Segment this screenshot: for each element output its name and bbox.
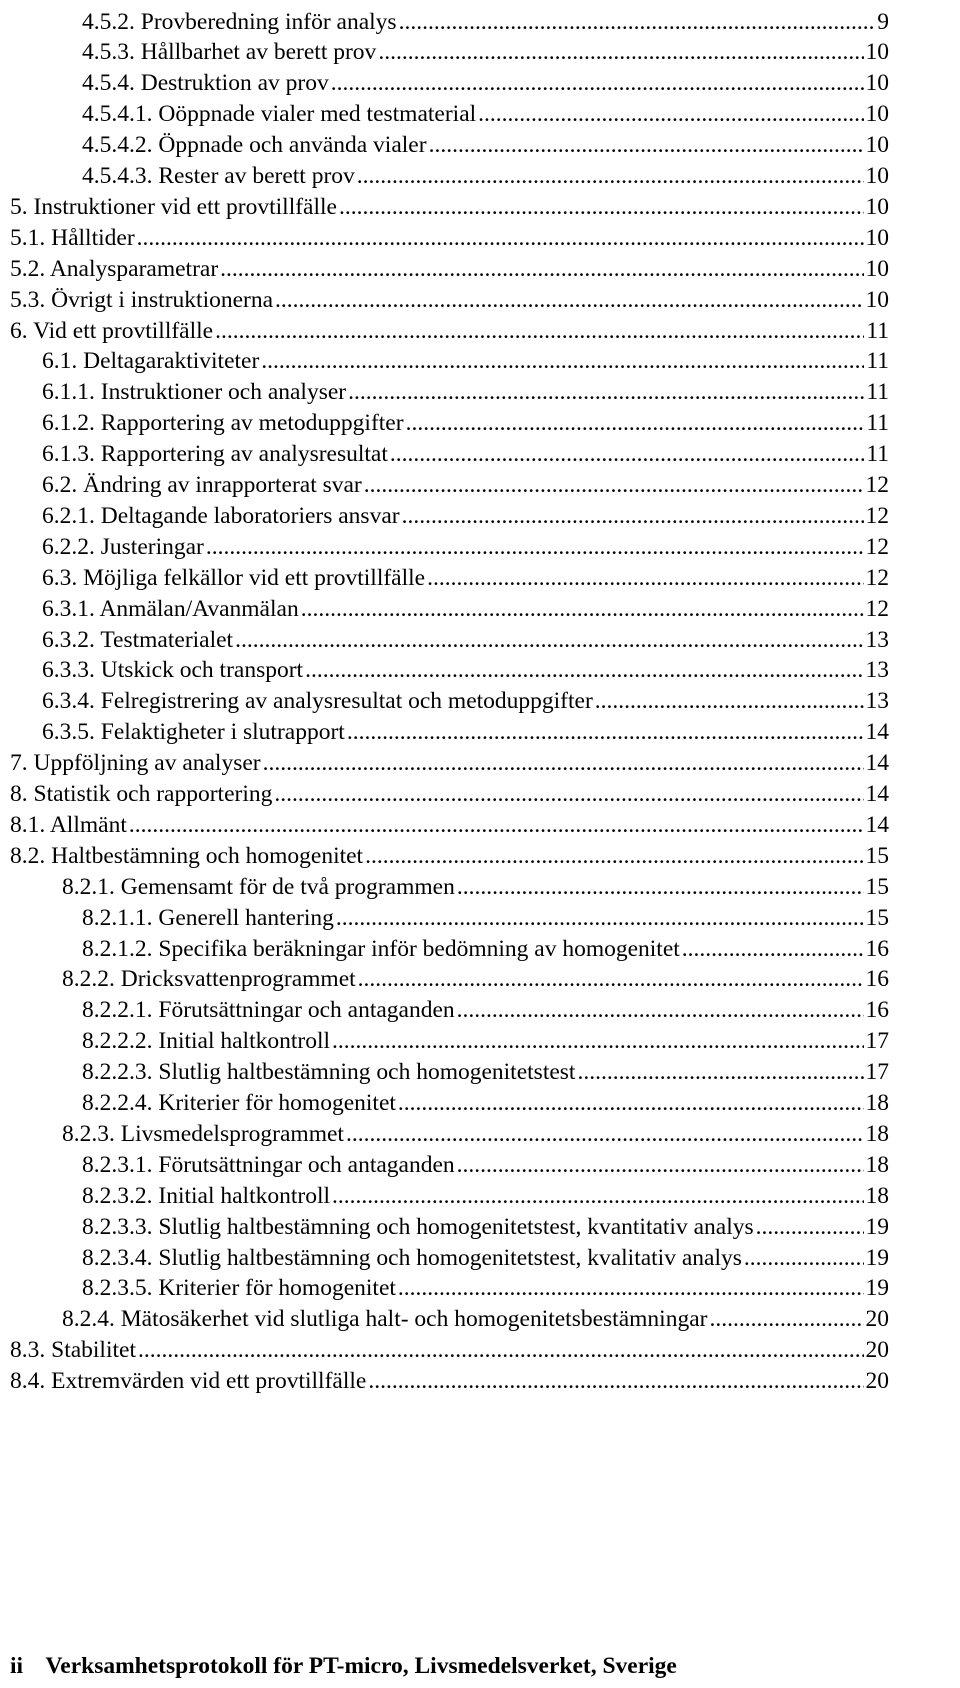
toc-entry[interactable]: [42, 556, 889, 590]
toc-entry[interactable]: [82, 31, 889, 65]
footer-title: Verksamhetsprotokoll för PT-micro, Livsmedelsverket, Sverige: [45, 1653, 677, 1679]
toc-entry-page: 10: [865, 193, 889, 220]
toc-entry[interactable]: [10, 834, 889, 868]
toc-entry-page: 10: [865, 224, 889, 251]
toc-entry-page: 13: [865, 657, 889, 683]
toc-entry-title: 8.2.2. Dricksvattenprogrammet: [62, 966, 356, 992]
toc-entry-page: 10: [865, 70, 889, 96]
toc-entry-title: 7. Uppföljning av analyser: [10, 750, 261, 776]
toc-entry-title: 4.5.2. Provberedning inför analys: [82, 8, 397, 34]
toc-entry-title: 4.5.4.1. Oöppnade vialer med testmaterial: [82, 101, 477, 127]
toc-entry-page: 20: [865, 1368, 889, 1394]
toc-entry-page: 10: [865, 286, 889, 313]
toc-entry[interactable]: [42, 711, 889, 745]
toc-entry-page: 18: [865, 1182, 889, 1209]
toc-entry-title: 6.3. Möjliga felkällor vid ett provtillfälle: [42, 564, 426, 591]
toc-entry-page: 16: [865, 966, 889, 992]
toc-entry-title: 4.5.4.3. Rester av berett prov: [82, 163, 355, 189]
toc-entry-title: 8.2.3. Livsmedelsprogrammet: [62, 1120, 344, 1147]
toc-entry-page: 15: [865, 873, 889, 900]
toc-entry[interactable]: [10, 1329, 889, 1363]
toc-entry-page: 11: [866, 317, 889, 343]
toc-entry-page: 20: [865, 1306, 889, 1332]
toc-entry-title: 4.5.4.2. Öppnade och använda vialer: [82, 132, 427, 158]
toc-leader-dots: [368, 1370, 863, 1394]
toc-entry[interactable]: [82, 927, 889, 961]
toc-entry-page: 11: [866, 410, 889, 436]
toc-entry-title: 8.1. Allmänt: [10, 811, 127, 838]
toc-entry[interactable]: [62, 1298, 889, 1332]
toc-entry-title: 8.2.1. Gemensamt för de två programmen: [62, 873, 455, 900]
toc-entry-title: 8.4. Extremvärden vid ett provtillfälle: [10, 1368, 367, 1394]
toc-entry-page: 18: [865, 1090, 889, 1116]
toc-entry-page: 18: [865, 1120, 889, 1147]
toc-entry-page: 19: [865, 1244, 889, 1270]
toc-entry[interactable]: [42, 464, 889, 498]
toc-entry[interactable]: [82, 1174, 889, 1208]
toc-entry-page: 13: [865, 626, 889, 652]
toc-entry-title: 6.2.2. Justeringar: [42, 533, 204, 560]
toc-entry-title: 6.1.2. Rapportering av metoduppgifter: [42, 410, 404, 436]
toc-entry-title: 5.2. Analysparametrar: [10, 255, 219, 282]
toc-entry-title: 6.1.3. Rapportering av analysresultat: [42, 441, 388, 467]
toc-entry-page: 14: [865, 811, 889, 838]
toc-entry-page: 13: [865, 688, 889, 714]
toc-entry-title: 4.5.4. Destruktion av prov: [82, 70, 329, 96]
toc-entry[interactable]: [82, 989, 889, 1023]
toc-entry[interactable]: [82, 93, 889, 127]
toc-entry-title: 8.2.2.3. Slutlig haltbestämning och homogenitetstest: [82, 1059, 576, 1085]
toc-entry-page: 10: [865, 39, 889, 65]
toc-entry-title: 6.1. Deltagaraktiviteter: [42, 348, 260, 374]
toc-entry-page: 16: [865, 935, 889, 961]
toc-entry-title: 8.2.1.1. Generell hantering: [82, 904, 334, 931]
toc-entry-title: 8.2. Haltbestämning och homogenitet: [10, 842, 364, 869]
toc-entry[interactable]: [10, 803, 889, 837]
toc-entry-title: 6.3.5. Felaktigheter i slutrapport: [42, 719, 345, 745]
toc-entry-page: 12: [865, 564, 889, 591]
toc-entry[interactable]: [82, 1205, 889, 1239]
toc-entry[interactable]: [82, 1236, 889, 1270]
toc-entry-title: 8.3. Stabilitet: [10, 1337, 136, 1363]
toc-entry-title: 8.2.3.2. Initial haltkontroll: [82, 1182, 331, 1209]
toc-entry[interactable]: [82, 1082, 889, 1116]
toc-entry-page: 15: [865, 842, 889, 869]
toc-entry-title: 8. Statistik och rapportering: [10, 781, 273, 807]
toc-entry-title: 8.2.3.1. Förutsättningar och antaganden: [82, 1151, 455, 1178]
toc-entry[interactable]: [10, 185, 889, 219]
toc-entry-title: 6.3.3. Utskick och transport: [42, 657, 304, 683]
toc-entry-page: 12: [865, 502, 889, 529]
toc-entry[interactable]: [82, 124, 889, 158]
toc-entry-title: 8.2.3.3. Slutlig haltbestämning och homogenitetstest, kvantitativ analys: [82, 1213, 754, 1240]
toc-entry-title: 6.3.2. Testmaterialet: [42, 626, 234, 652]
toc-entry-page: 14: [865, 719, 889, 745]
toc-entry[interactable]: [42, 680, 889, 714]
toc-entry[interactable]: [82, 1267, 889, 1301]
toc-entry-title: 6.1.1. Instruktioner och analyser: [42, 379, 347, 405]
toc-entry-page: 17: [865, 1028, 889, 1054]
toc-entry-page: 10: [865, 163, 889, 189]
toc-entry-page: 10: [865, 101, 889, 127]
toc-entry[interactable]: [42, 525, 889, 559]
toc-entry[interactable]: [82, 896, 889, 930]
toc-entry[interactable]: [62, 1112, 889, 1146]
toc-entry[interactable]: [10, 1360, 889, 1394]
toc-entry-page: 12: [865, 472, 889, 498]
page-number: ii: [10, 1653, 24, 1679]
toc-entry-page: 9: [877, 8, 889, 34]
toc-entry-title: 5. Instruktioner vid ett provtillfälle: [10, 193, 337, 220]
toc-entry-title: 6.3.4. Felregistrering av analysresultat och metoduppgifter: [42, 688, 593, 714]
toc-entry[interactable]: [82, 1020, 889, 1054]
toc-entry-title: 5.1. Hålltider: [10, 224, 135, 251]
toc-entry[interactable]: [42, 433, 889, 467]
toc-entry-title: 8.2.3.4. Slutlig haltbestämning och homogenitetstest, kvalitativ analys: [82, 1244, 742, 1270]
toc-entry[interactable]: [82, 155, 889, 189]
toc-entry-title: 6. Vid ett provtillfälle: [10, 317, 214, 343]
toc-entry-title: 6.2.1. Deltagande laboratoriers ansvar: [42, 502, 400, 529]
toc-entry-title: 4.5.3. Hållbarhet av berett prov: [82, 39, 377, 65]
toc-entry-page: 11: [866, 379, 889, 405]
page-footer: [10, 1653, 677, 1680]
toc-entry-page: 15: [865, 904, 889, 931]
toc-entry[interactable]: [42, 587, 889, 621]
toc-entry-title: 8.2.2.1. Förutsättningar och antaganden: [82, 997, 455, 1023]
toc-entry[interactable]: [10, 309, 889, 343]
toc-entry-title: 8.2.2.4. Kriterier för homogenitet: [82, 1090, 396, 1116]
toc-entry[interactable]: [82, 0, 889, 34]
toc-entry-page: 20: [865, 1337, 889, 1363]
toc-entry-page: 11: [866, 441, 889, 467]
toc-entry[interactable]: [42, 402, 889, 436]
toc-entry[interactable]: [62, 865, 889, 899]
toc-entry[interactable]: [42, 649, 889, 683]
toc-entry-page: 14: [865, 781, 889, 807]
toc-entry-title: 6.3.1. Anmälan/Avanmälan: [42, 595, 299, 622]
toc-entry-page: 19: [865, 1275, 889, 1301]
toc-entry[interactable]: [82, 1143, 889, 1177]
toc-entry-title: 5.3. Övrigt i instruktionerna: [10, 286, 274, 313]
toc-entry-page: 14: [865, 750, 889, 776]
toc-entry[interactable]: [62, 958, 889, 992]
toc-entry-title: 8.2.1.2. Specifika beräkningar inför bedömning av homogenitet: [82, 935, 680, 961]
toc-entry-page: 17: [865, 1059, 889, 1085]
toc-entry[interactable]: [82, 62, 889, 96]
toc-entry[interactable]: [42, 618, 889, 652]
toc-entry-page: 19: [865, 1213, 889, 1240]
toc-entry[interactable]: [10, 773, 889, 807]
toc-entry[interactable]: [42, 494, 889, 528]
toc-entry[interactable]: [42, 371, 889, 405]
toc-entry-title: 8.2.3.5. Kriterier för homogenitet: [82, 1275, 396, 1301]
toc-entry[interactable]: [42, 340, 889, 374]
toc-entry-page: 12: [865, 533, 889, 560]
toc-entry[interactable]: [10, 742, 889, 776]
toc-entry-title: 6.2. Ändring av inrapporterat svar: [42, 472, 362, 498]
toc-entry-title: 8.2.2.2. Initial haltkontroll: [82, 1028, 331, 1054]
toc-entry[interactable]: [82, 1051, 889, 1085]
toc-entry-page: 12: [865, 595, 889, 622]
toc-entry[interactable]: [10, 278, 889, 312]
toc-entry-page: 11: [866, 348, 889, 374]
toc-entry-title: 8.2.4. Mätosäkerhet vid slutliga halt- och homogenitetsbestämningar: [62, 1306, 708, 1332]
toc-entry-page: 10: [865, 132, 889, 158]
toc-entry[interactable]: [10, 216, 889, 250]
toc-entry-page: 16: [865, 997, 889, 1023]
toc-entry-page: 10: [865, 255, 889, 282]
toc-entry-page: 18: [865, 1151, 889, 1178]
toc-entry[interactable]: [10, 247, 889, 281]
